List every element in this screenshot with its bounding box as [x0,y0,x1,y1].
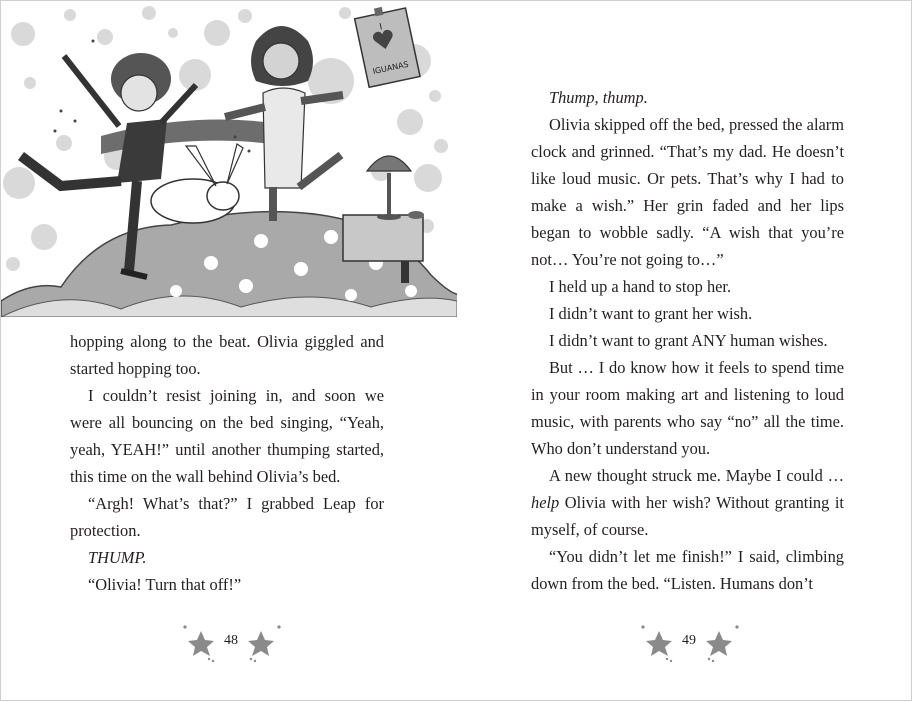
right-page [457,1,912,702]
paragraph: I held up a hand to stop her. [549,277,732,296]
emphasis: help [531,493,560,512]
paragraph: But … I do know how it feels to spend time in your room making art and listening to loud music, with parents who say “no” all the time. Who don’t understand you. [531,358,844,458]
paragraph: “Argh! What’s that?” I grabbed Leap for protection. [70,494,384,540]
page-number: 49 [682,633,696,648]
page-number-ornament [171,621,291,665]
paragraph: I didn’t want to grant ANY human wishes. [549,331,828,350]
svg-text:I: I [378,22,384,33]
page-number-ornament [629,621,749,665]
svg-text:IGUANAS: IGUANAS [371,59,410,77]
paragraph: I couldn’t resist joining in, and soon we were all bouncing on the bed singing, “Yeah, yeah, YEAH!” until another thumping started, this time on the wall behind Olivia’s bed. [70,386,384,486]
paragraph: “You didn’t let me finish!” I said, climbing down from the bed. “Listen. Humans don’t [531,547,844,593]
paragraph: hopping along to the beat. Olivia giggled and started hopping too. [70,332,384,378]
right-page-text [531,84,844,597]
left-page [1,1,457,702]
paragraph-with-italic-word: A new thought struck me. Maybe I could … help Olivia with her wish? Without granting it myself, of course. [531,466,844,539]
left-page-text [70,328,384,598]
paragraph: I didn’t want to grant her wish. [549,304,753,323]
paragraph: Olivia skipped off the bed, pressed the alarm clock and grinned. “That’s my dad. He doesn’t like loud music. Or pets. That’s why I had to make a wish.” Her grin faded and her lips began to wobble sadly. “A wish that you’re not… You’re not going to…” [531,115,844,269]
paragraph: “Olivia! Turn that off!” [88,575,242,594]
paragraph-italic: Thump, thump. [549,88,648,107]
page-number: 48 [224,633,238,648]
paragraph-italic: THUMP. [88,548,147,567]
chapter-illustration [1,1,457,317]
